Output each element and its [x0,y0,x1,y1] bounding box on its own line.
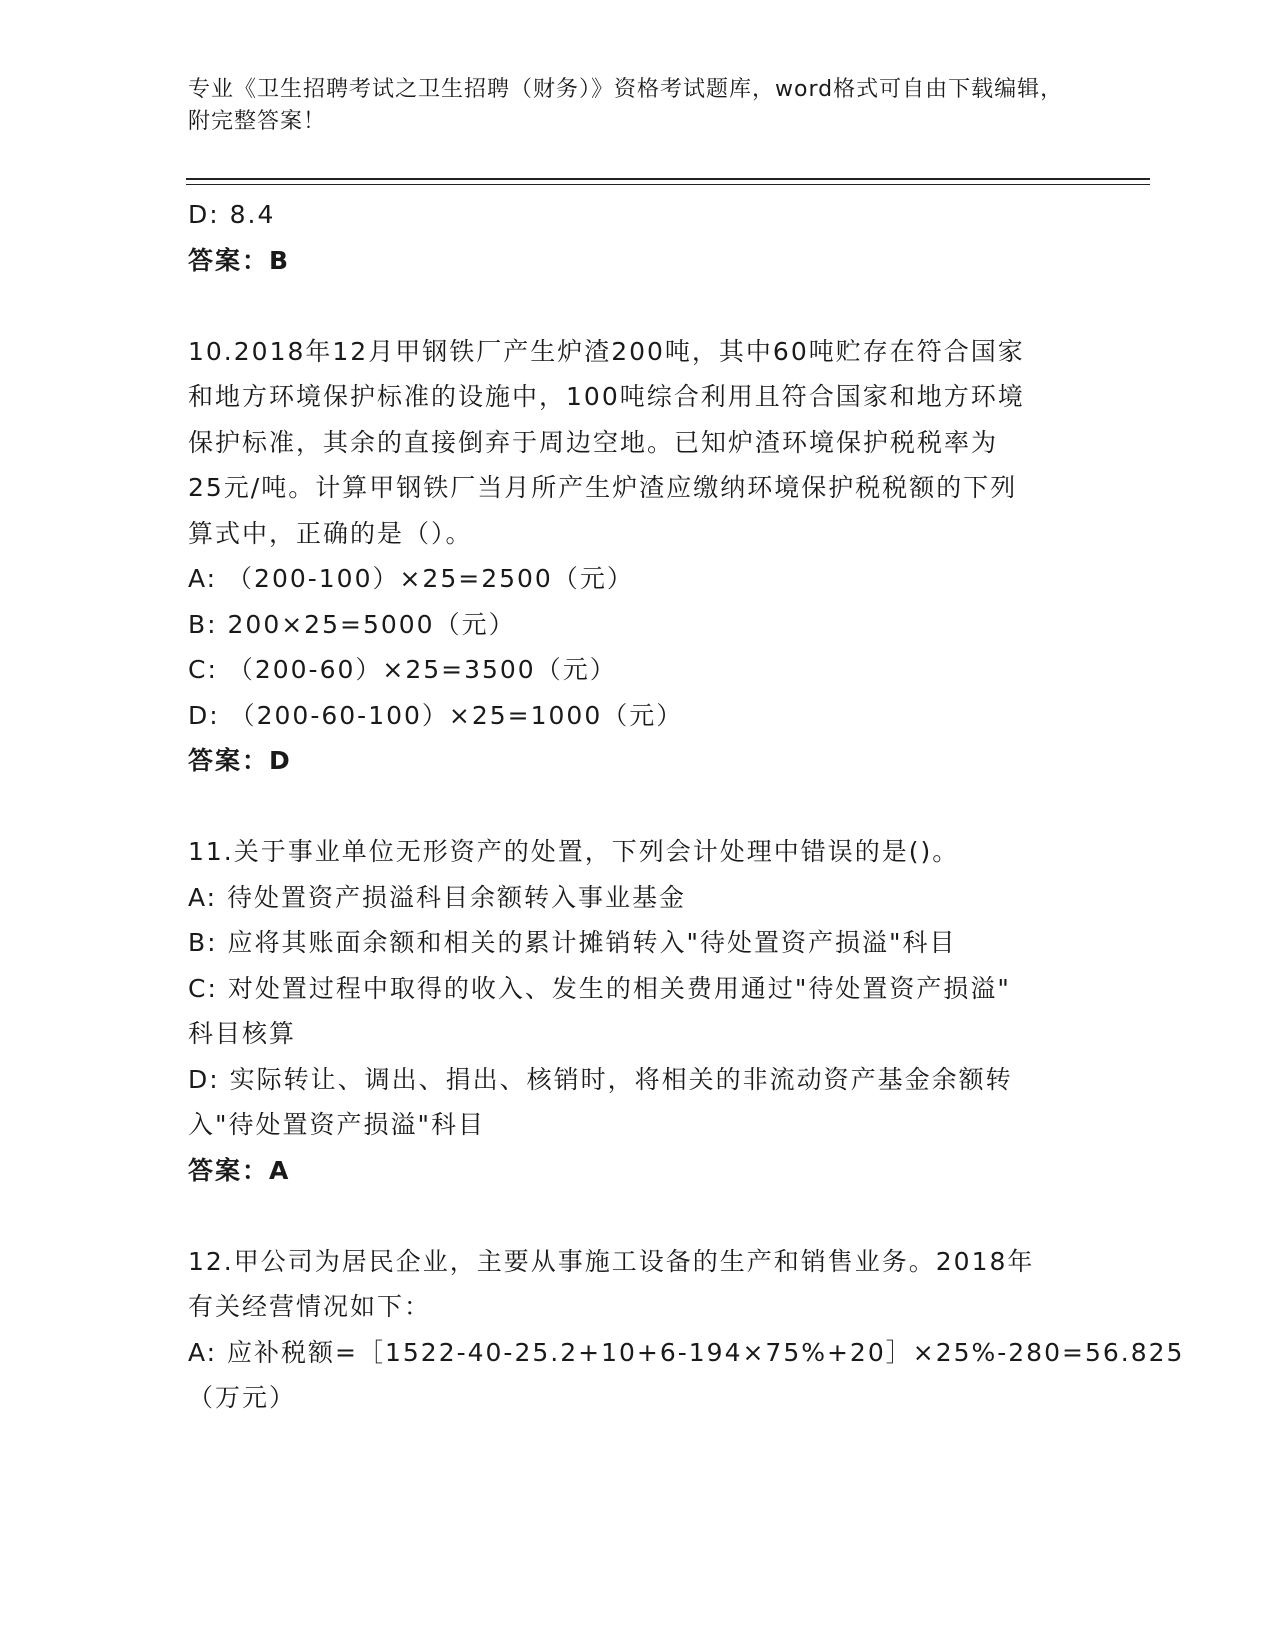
q12-stem-line: 有关经营情况如下： [188,1292,432,1321]
prev-option-d: D: 8.4 [188,200,276,229]
q11-option-c-cont: 科目核算 [188,1019,297,1048]
q12-option-a-cont: （万元） [188,1383,297,1412]
q12-stem-line: 12.甲公司为居民企业，主要从事施工设备的生产和销售业务。2018年 [188,1246,1035,1276]
q11-option-c: C: 对处置过程中取得的收入、发生的相关费用通过"待处置资产损溢" [188,973,1011,1003]
q11-stem-line: 11.关于事业单位无形资产的处置，下列会计处理中错误的是()。 [188,837,960,866]
q10-stem-line: 10.2018年12月甲钢铁厂产生炉渣200吨，其中60吨贮存在符合国家 [188,336,1025,366]
q10-option-c: C: （200-60）×25=3500（元） [188,655,617,684]
spacer [188,1193,1088,1239]
q10-answer: 答案：D [188,746,292,775]
header-divider-thin [186,184,1150,185]
q11-answer: 答案：A [188,1155,291,1185]
q11-option-a: A: 待处置资产损溢科目余额转入事业基金 [188,882,687,912]
q10-stem-line: 算式中，正确的是（）。 [188,518,473,548]
q11-option-b: B: 应将其账面余额和相关的累计摊销转入"待处置资产损溢"科目 [188,928,957,957]
q10-stem-line: 和地方环境保护标准的设施中，100吨综合利用且符合国家和地方环境 [188,382,1025,411]
q10-stem-line: 保护标准，其余的直接倒弃于周边空地。已知炉渣环境保护税税率为 [188,427,999,457]
spacer [188,784,1088,830]
q11-option-d: D: 实际转让、调出、捐出、核销时，将相关的非流动资产基金余额转 [188,1064,1013,1094]
q10-option-b: B: 200×25=5000（元） [188,609,516,639]
q11-option-d-cont: 入"待处置资产损溢"科目 [188,1110,485,1139]
q12-option-a: A: 应补税额=［1522-40-25.2+10+6-194×75%+20］×25%-280=56.825 [188,1337,1185,1367]
page-header-text: 专业《卫生招聘考试之卫生招聘（财务）》资格考试题库，word格式可自由下载编辑，附完整答案！ [188,77,1064,134]
q10-stem-line: 25元/吨。计算甲钢铁厂当月所产生炉渣应缴纳环境保护税税额的下列 [188,473,1018,502]
q10-option-a: A: （200-100）×25=2500（元） [188,564,634,593]
question-10 [188,329,1088,784]
question-11 [188,829,1088,1193]
q10-option-d: D: （200-60-100）×25=1000（元） [188,700,684,730]
header-divider-thick [186,178,1150,180]
question-12 [188,1239,1185,1421]
prev-answer: 答案：B [188,245,291,275]
spacer [188,283,1088,329]
question-content [188,192,1185,1421]
